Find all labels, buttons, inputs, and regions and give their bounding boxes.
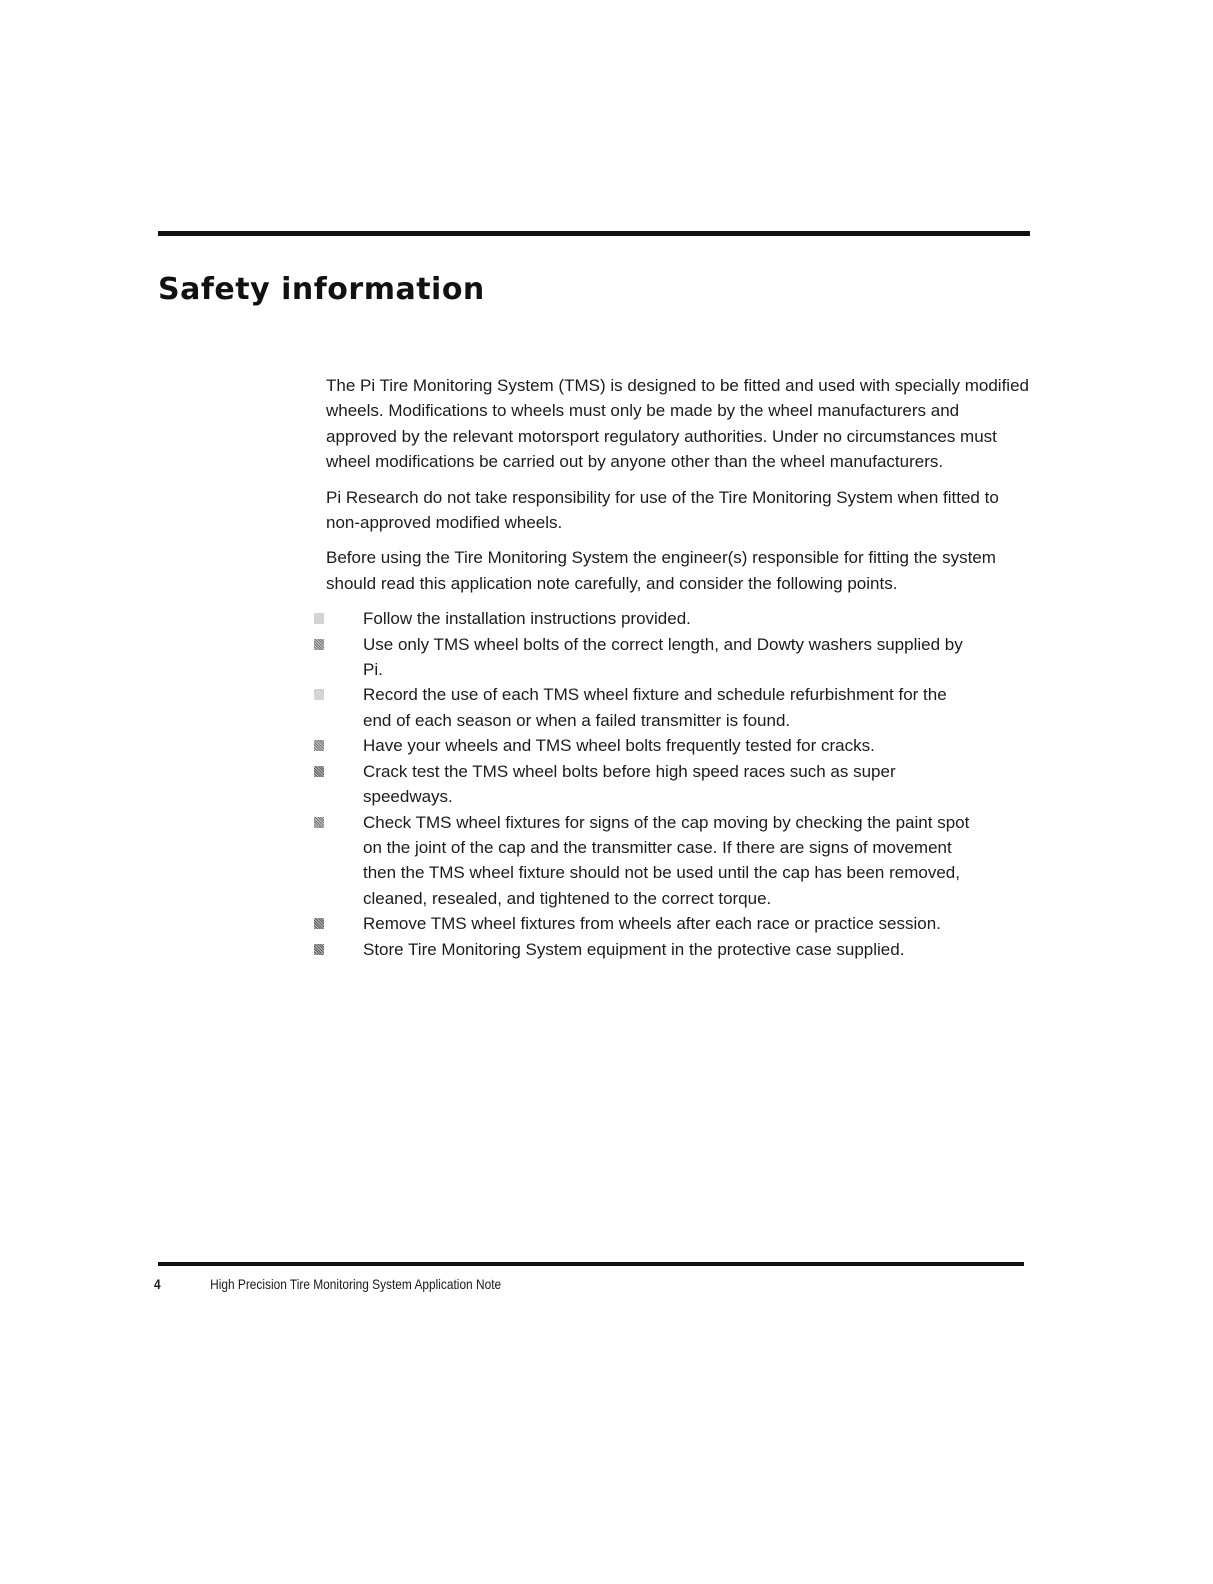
list-item xyxy=(326,606,976,631)
page-footer xyxy=(154,1276,501,1292)
bullet-icon xyxy=(314,740,324,751)
list-item-text: Remove TMS wheel fixtures from wheels after each race or practice session. xyxy=(363,914,941,934)
list-item-text: Crack test the TMS wheel bolts before high speed races such as super speedways. xyxy=(363,761,896,807)
list-item-text: Store Tire Monitoring System equipment in the protective case supplied. xyxy=(363,939,905,959)
body-content xyxy=(326,373,1032,962)
bullet-icon xyxy=(314,639,324,650)
document-title: High Precision Tire Monitoring System Application Note xyxy=(210,1276,502,1292)
paragraph: The Pi Tire Monitoring System (TMS) is designed to be fitted and used with specially modified wheels. Modifications to wheels must only be made by the wheel manufacturers and approved by the relevant motorsport regulatory authorities. Under no circumstances must wheel modifications be carried out by anyone other than the wheel manufacturers. xyxy=(326,376,1029,472)
list-item xyxy=(326,911,976,936)
safety-points-list xyxy=(326,606,976,962)
bullet-icon xyxy=(314,766,324,777)
paragraph: Pi Research do not take responsibility for use of the Tire Monitoring System when fitted to non-approved modified wheels. xyxy=(326,487,999,533)
page-number: 4 xyxy=(154,1276,161,1292)
list-item-text: Record the use of each TMS wheel fixture and schedule refurbishment for the end of each season or when a failed transmitter is found. xyxy=(363,685,947,730)
list-item-text: Have your wheels and TMS wheel bolts frequently tested for cracks. xyxy=(363,736,875,756)
bullet-icon xyxy=(314,613,324,624)
list-item xyxy=(326,937,976,962)
list-item xyxy=(326,682,976,733)
list-item xyxy=(326,810,976,912)
bullet-icon xyxy=(314,817,324,828)
list-item-text: Check TMS wheel fixtures for signs of the cap moving by checking the paint spot on the joint of the cap and the transmitter case. If there are signs of movement then the TMS wheel fixture should not be used until the cap has been removed, cleaned, resealed, and tightened to the correct torque. xyxy=(363,812,970,908)
list-item-text: Use only TMS wheel bolts of the correct length, and Dowty washers supplied by Pi. xyxy=(363,634,963,680)
top-rule xyxy=(158,231,1030,236)
bottom-rule xyxy=(158,1262,1024,1266)
page-title: Safety information xyxy=(158,272,485,307)
list-item xyxy=(326,733,976,758)
list-item-text: Follow the installation instructions provided. xyxy=(363,609,691,629)
bullet-icon xyxy=(314,918,324,929)
paragraph: Before using the Tire Monitoring System the engineer(s) responsible for fitting the system should read this application note carefully, and consider the following points. xyxy=(326,548,996,593)
bullet-icon xyxy=(314,944,324,955)
list-item xyxy=(326,759,976,810)
list-item xyxy=(326,632,976,683)
bullet-icon xyxy=(314,689,324,700)
